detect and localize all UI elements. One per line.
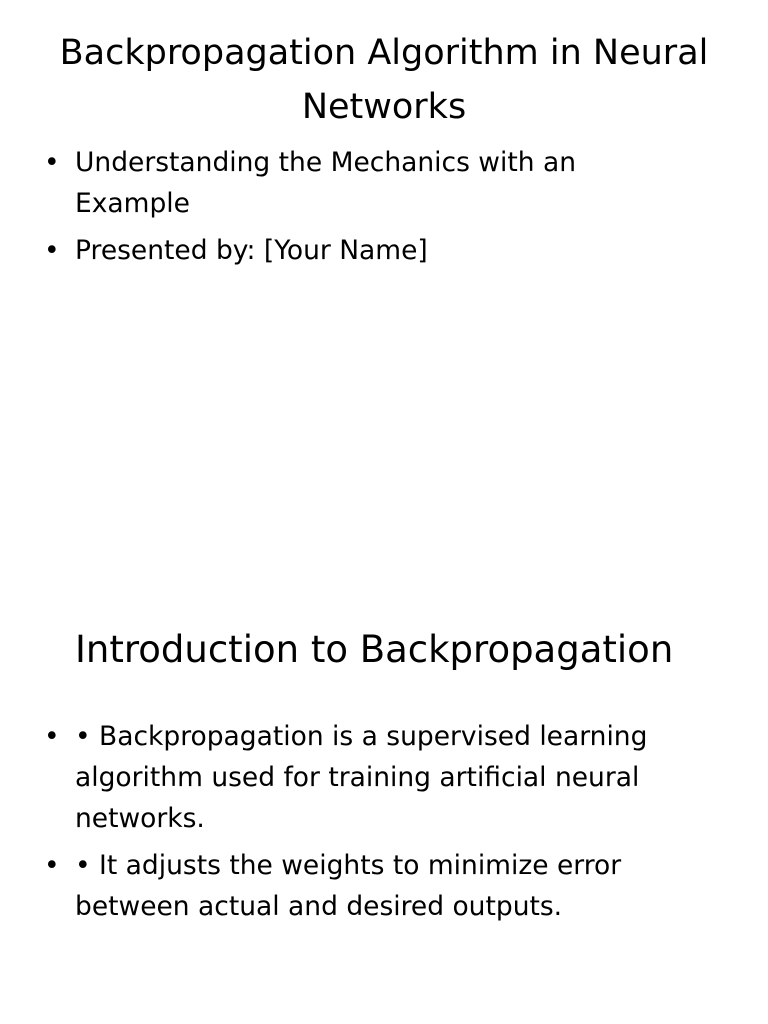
bullet-icon: • (44, 147, 60, 178)
bullet-icon: • (44, 721, 60, 752)
slide-2-bullet-2-text: • It adjusts the weights to minimize error between actual and desired outputs. (75, 850, 622, 922)
slide-1-bullet-2 (44, 230, 684, 271)
slide-2-bullet-1-text: • Backpropagation is a supervised learning algorithm used for training artificial neural networks. (75, 721, 648, 834)
bullet-icon: • (44, 235, 60, 266)
slide-1-bullet-2-text: Presented by: [Your Name] (75, 235, 428, 266)
slide-2-title: Introduction to Backpropagation (75, 628, 674, 671)
slide-1-bullet-1 (44, 142, 684, 224)
slide-1-bullet-list (44, 142, 684, 277)
bullet-icon: • (44, 850, 60, 881)
slide-2-bullet-list (44, 716, 684, 933)
slide-2-bullet-2 (44, 845, 684, 927)
slide-2-bullet-1 (44, 716, 684, 839)
slide-1-title: Backpropagation Algorithm in Neural Networks (59, 33, 709, 127)
slide-2 (0, 576, 768, 1024)
slide-1-bullet-1-text: Understanding the Mechanics with an Example (75, 147, 576, 219)
